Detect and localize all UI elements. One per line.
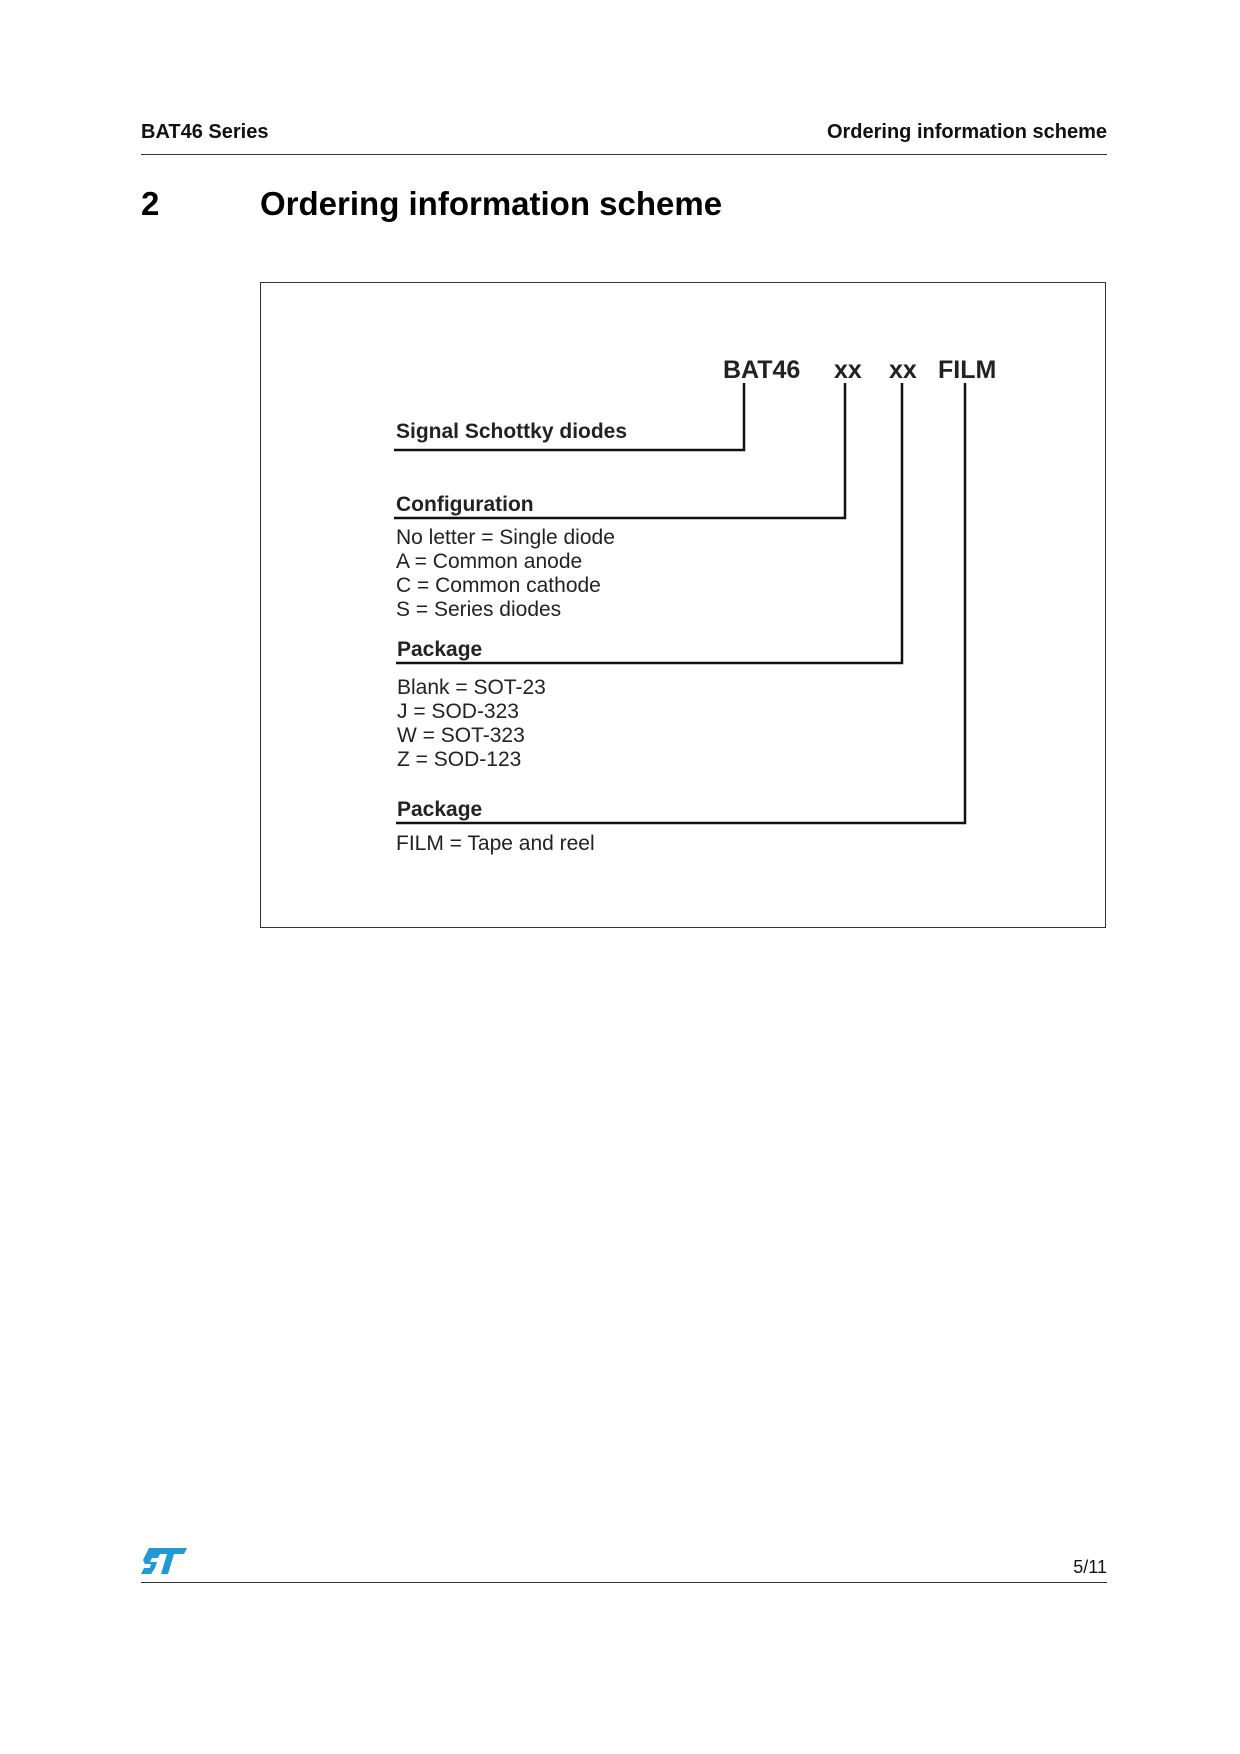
label-signal-schottky: Signal Schottky diodes	[396, 420, 628, 443]
page-number: 5/11	[1073, 1557, 1107, 1577]
code-bat46: BAT46	[723, 356, 801, 384]
ordering-scheme-figure	[260, 282, 1106, 928]
footer-rule	[141, 1582, 1107, 1583]
st-logo	[141, 1546, 189, 1581]
code-package: xx	[889, 356, 917, 384]
configuration-item: S = Series diodes	[396, 598, 562, 621]
header-section-title: Ordering information scheme	[826, 121, 1107, 143]
st-logo-shape	[141, 1548, 187, 1574]
configuration-item: No letter = Single diode	[396, 526, 615, 549]
package-item: Blank = SOT-23	[397, 676, 546, 699]
configuration-item: C = Common cathode	[396, 574, 601, 597]
ordering-scheme-diagram	[261, 283, 1107, 929]
code-film: FILM	[938, 356, 997, 384]
label-configuration: Configuration	[396, 493, 534, 516]
st-logo-mark	[141, 1546, 189, 1576]
package-item: W = SOT-323	[397, 724, 525, 747]
header-series-title: BAT46 Series	[141, 121, 269, 143]
configuration-item: A = Common anode	[396, 550, 583, 573]
header-rule	[141, 154, 1107, 155]
package-item: Z = SOD-123	[397, 748, 522, 771]
section-title: Ordering information scheme	[260, 185, 723, 222]
label-package: Package	[397, 638, 483, 661]
section-number: 2	[141, 185, 160, 222]
package-item: J = SOD-323	[397, 700, 519, 723]
packing-item: FILM = Tape and reel	[396, 832, 595, 855]
label-packing: Package	[397, 798, 483, 821]
code-configuration: xx	[834, 356, 862, 384]
